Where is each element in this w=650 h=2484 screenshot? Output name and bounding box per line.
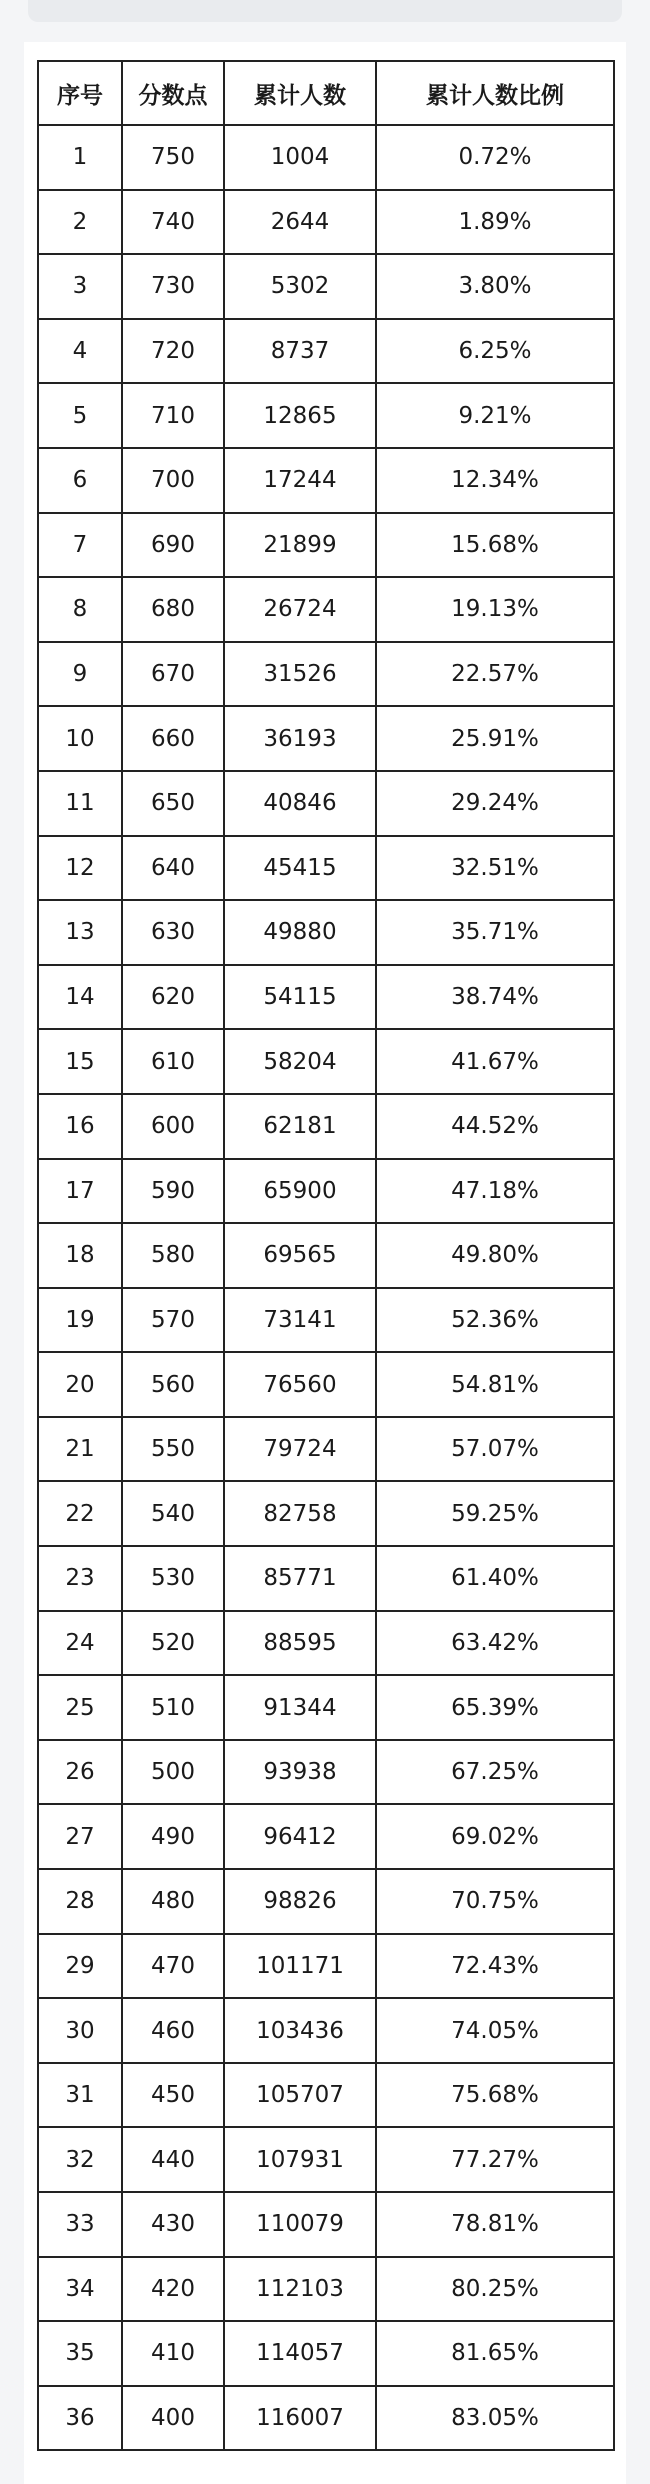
table-row (38, 2386, 614, 2451)
cell-cumulative-ratio: 70.75% (376, 1869, 614, 1934)
cell-cumulative-count: 69565 (224, 1223, 376, 1288)
cell-cumulative-count: 17244 (224, 448, 376, 513)
cell-score: 560 (122, 1352, 224, 1417)
table-header-row (38, 61, 614, 125)
table-row (38, 2127, 614, 2192)
cell-index: 5 (38, 383, 122, 448)
cell-cumulative-ratio: 65.39% (376, 1675, 614, 1740)
cell-cumulative-count: 105707 (224, 2063, 376, 2128)
cell-cumulative-count: 98826 (224, 1869, 376, 1934)
cell-index: 31 (38, 2063, 122, 2128)
cell-cumulative-ratio: 54.81% (376, 1352, 614, 1417)
cell-cumulative-ratio: 38.74% (376, 965, 614, 1030)
cell-index: 21 (38, 1417, 122, 1482)
table-row (38, 448, 614, 513)
cell-cumulative-ratio: 19.13% (376, 577, 614, 642)
cell-score: 460 (122, 1998, 224, 2063)
table-row (38, 706, 614, 771)
cell-cumulative-ratio: 59.25% (376, 1481, 614, 1546)
cell-index: 22 (38, 1481, 122, 1546)
cell-cumulative-ratio: 49.80% (376, 1223, 614, 1288)
cell-index: 14 (38, 965, 122, 1030)
cell-score: 690 (122, 513, 224, 578)
cell-cumulative-ratio: 52.36% (376, 1288, 614, 1353)
cell-score: 740 (122, 190, 224, 255)
table-row (38, 1869, 614, 1934)
cell-cumulative-ratio: 29.24% (376, 771, 614, 836)
table-row (38, 1611, 614, 1676)
cell-score: 660 (122, 706, 224, 771)
cell-score: 670 (122, 642, 224, 707)
cell-cumulative-count: 76560 (224, 1352, 376, 1417)
table-row (38, 1675, 614, 1740)
table-row (38, 2321, 614, 2386)
table-body (38, 125, 614, 2450)
cell-cumulative-ratio: 9.21% (376, 383, 614, 448)
table-row (38, 190, 614, 255)
cell-score: 500 (122, 1740, 224, 1805)
cell-score: 730 (122, 254, 224, 319)
table-row (38, 1481, 614, 1546)
cell-score: 750 (122, 125, 224, 190)
cell-cumulative-count: 8737 (224, 319, 376, 384)
cell-index: 13 (38, 900, 122, 965)
cell-index: 15 (38, 1029, 122, 1094)
table-row (38, 1934, 614, 1999)
cell-score: 510 (122, 1675, 224, 1740)
top-banner-strip (28, 0, 622, 22)
cell-score: 420 (122, 2257, 224, 2322)
cell-score: 680 (122, 577, 224, 642)
table-row (38, 1223, 614, 1288)
cell-cumulative-ratio: 44.52% (376, 1094, 614, 1159)
cell-cumulative-count: 114057 (224, 2321, 376, 2386)
cell-cumulative-count: 112103 (224, 2257, 376, 2322)
cell-cumulative-count: 82758 (224, 1481, 376, 1546)
cell-cumulative-count: 88595 (224, 1611, 376, 1676)
table-row (38, 2063, 614, 2128)
cell-index: 24 (38, 1611, 122, 1676)
cell-cumulative-ratio: 15.68% (376, 513, 614, 578)
table-row (38, 2257, 614, 2322)
table-row (38, 125, 614, 190)
cell-index: 11 (38, 771, 122, 836)
cell-cumulative-count: 26724 (224, 577, 376, 642)
cell-index: 34 (38, 2257, 122, 2322)
cell-score: 710 (122, 383, 224, 448)
cell-index: 32 (38, 2127, 122, 2192)
table-card (24, 42, 626, 2484)
cell-cumulative-ratio: 80.25% (376, 2257, 614, 2322)
cell-score: 700 (122, 448, 224, 513)
cell-cumulative-count: 58204 (224, 1029, 376, 1094)
cell-index: 27 (38, 1804, 122, 1869)
cell-index: 28 (38, 1869, 122, 1934)
cell-score: 430 (122, 2192, 224, 2257)
cell-cumulative-ratio: 61.40% (376, 1546, 614, 1611)
cell-score: 600 (122, 1094, 224, 1159)
table-row (38, 513, 614, 578)
cell-cumulative-ratio: 3.80% (376, 254, 614, 319)
cell-cumulative-count: 2644 (224, 190, 376, 255)
cell-cumulative-count: 62181 (224, 1094, 376, 1159)
table-row (38, 254, 614, 319)
cell-cumulative-ratio: 1.89% (376, 190, 614, 255)
cell-score: 570 (122, 1288, 224, 1353)
cell-cumulative-ratio: 75.68% (376, 2063, 614, 2128)
cell-cumulative-count: 54115 (224, 965, 376, 1030)
cell-cumulative-count: 49880 (224, 900, 376, 965)
table-row (38, 1159, 614, 1224)
cell-cumulative-count: 110079 (224, 2192, 376, 2257)
score-distribution-table (37, 60, 615, 2451)
cell-score: 470 (122, 1934, 224, 1999)
cell-cumulative-count: 21899 (224, 513, 376, 578)
cell-cumulative-ratio: 6.25% (376, 319, 614, 384)
cell-cumulative-ratio: 22.57% (376, 642, 614, 707)
cell-cumulative-ratio: 63.42% (376, 1611, 614, 1676)
cell-index: 17 (38, 1159, 122, 1224)
cell-score: 590 (122, 1159, 224, 1224)
cell-score: 630 (122, 900, 224, 965)
header-cumulative-count: 累计人数 (224, 61, 376, 125)
cell-cumulative-ratio: 12.34% (376, 448, 614, 513)
cell-score: 610 (122, 1029, 224, 1094)
table-row (38, 642, 614, 707)
cell-score: 720 (122, 319, 224, 384)
header-score: 分数点 (122, 61, 224, 125)
cell-cumulative-ratio: 77.27% (376, 2127, 614, 2192)
cell-cumulative-ratio: 78.81% (376, 2192, 614, 2257)
cell-cumulative-count: 40846 (224, 771, 376, 836)
cell-cumulative-count: 73141 (224, 1288, 376, 1353)
cell-index: 9 (38, 642, 122, 707)
cell-index: 23 (38, 1546, 122, 1611)
cell-score: 450 (122, 2063, 224, 2128)
cell-score: 530 (122, 1546, 224, 1611)
table-row (38, 577, 614, 642)
cell-cumulative-count: 45415 (224, 836, 376, 901)
cell-index: 6 (38, 448, 122, 513)
table-row (38, 319, 614, 384)
table-row (38, 771, 614, 836)
header-index: 序号 (38, 61, 122, 125)
table-row (38, 1288, 614, 1353)
cell-index: 12 (38, 836, 122, 901)
cell-cumulative-ratio: 32.51% (376, 836, 614, 901)
cell-cumulative-ratio: 0.72% (376, 125, 614, 190)
cell-index: 4 (38, 319, 122, 384)
cell-cumulative-count: 5302 (224, 254, 376, 319)
cell-score: 400 (122, 2386, 224, 2451)
header-cumulative-ratio: 累计人数比例 (376, 61, 614, 125)
cell-index: 30 (38, 1998, 122, 2063)
cell-index: 1 (38, 125, 122, 190)
cell-index: 33 (38, 2192, 122, 2257)
cell-score: 640 (122, 836, 224, 901)
cell-index: 35 (38, 2321, 122, 2386)
cell-cumulative-ratio: 35.71% (376, 900, 614, 965)
cell-score: 410 (122, 2321, 224, 2386)
cell-index: 18 (38, 1223, 122, 1288)
cell-score: 520 (122, 1611, 224, 1676)
table-row (38, 836, 614, 901)
cell-cumulative-count: 107931 (224, 2127, 376, 2192)
cell-cumulative-ratio: 25.91% (376, 706, 614, 771)
cell-index: 16 (38, 1094, 122, 1159)
table-row (38, 1094, 614, 1159)
cell-index: 36 (38, 2386, 122, 2451)
cell-cumulative-count: 93938 (224, 1740, 376, 1805)
cell-cumulative-ratio: 74.05% (376, 1998, 614, 2063)
cell-cumulative-count: 1004 (224, 125, 376, 190)
cell-index: 7 (38, 513, 122, 578)
cell-score: 440 (122, 2127, 224, 2192)
cell-index: 19 (38, 1288, 122, 1353)
cell-score: 550 (122, 1417, 224, 1482)
table-row (38, 1417, 614, 1482)
cell-cumulative-count: 31526 (224, 642, 376, 707)
cell-cumulative-count: 79724 (224, 1417, 376, 1482)
cell-index: 8 (38, 577, 122, 642)
cell-cumulative-ratio: 67.25% (376, 1740, 614, 1805)
cell-score: 540 (122, 1481, 224, 1546)
cell-cumulative-count: 91344 (224, 1675, 376, 1740)
cell-cumulative-ratio: 57.07% (376, 1417, 614, 1482)
cell-cumulative-count: 65900 (224, 1159, 376, 1224)
cell-cumulative-count: 96412 (224, 1804, 376, 1869)
cell-score: 650 (122, 771, 224, 836)
cell-index: 29 (38, 1934, 122, 1999)
table-row (38, 1740, 614, 1805)
cell-index: 10 (38, 706, 122, 771)
table-row (38, 1804, 614, 1869)
table-row (38, 900, 614, 965)
table-row (38, 383, 614, 448)
cell-cumulative-count: 116007 (224, 2386, 376, 2451)
table-row (38, 1998, 614, 2063)
table-row (38, 1546, 614, 1611)
cell-cumulative-count: 85771 (224, 1546, 376, 1611)
cell-cumulative-count: 101171 (224, 1934, 376, 1999)
cell-score: 490 (122, 1804, 224, 1869)
cell-score: 620 (122, 965, 224, 1030)
cell-cumulative-ratio: 41.67% (376, 1029, 614, 1094)
cell-cumulative-count: 103436 (224, 1998, 376, 2063)
cell-index: 20 (38, 1352, 122, 1417)
cell-index: 2 (38, 190, 122, 255)
cell-cumulative-ratio: 83.05% (376, 2386, 614, 2451)
table-row (38, 1352, 614, 1417)
cell-score: 580 (122, 1223, 224, 1288)
cell-cumulative-ratio: 47.18% (376, 1159, 614, 1224)
cell-score: 480 (122, 1869, 224, 1934)
table-row (38, 965, 614, 1030)
table-row (38, 2192, 614, 2257)
cell-index: 3 (38, 254, 122, 319)
cell-index: 25 (38, 1675, 122, 1740)
cell-cumulative-count: 12865 (224, 383, 376, 448)
cell-cumulative-ratio: 69.02% (376, 1804, 614, 1869)
cell-index: 26 (38, 1740, 122, 1805)
cell-cumulative-ratio: 72.43% (376, 1934, 614, 1999)
cell-cumulative-ratio: 81.65% (376, 2321, 614, 2386)
table-row (38, 1029, 614, 1094)
cell-cumulative-count: 36193 (224, 706, 376, 771)
